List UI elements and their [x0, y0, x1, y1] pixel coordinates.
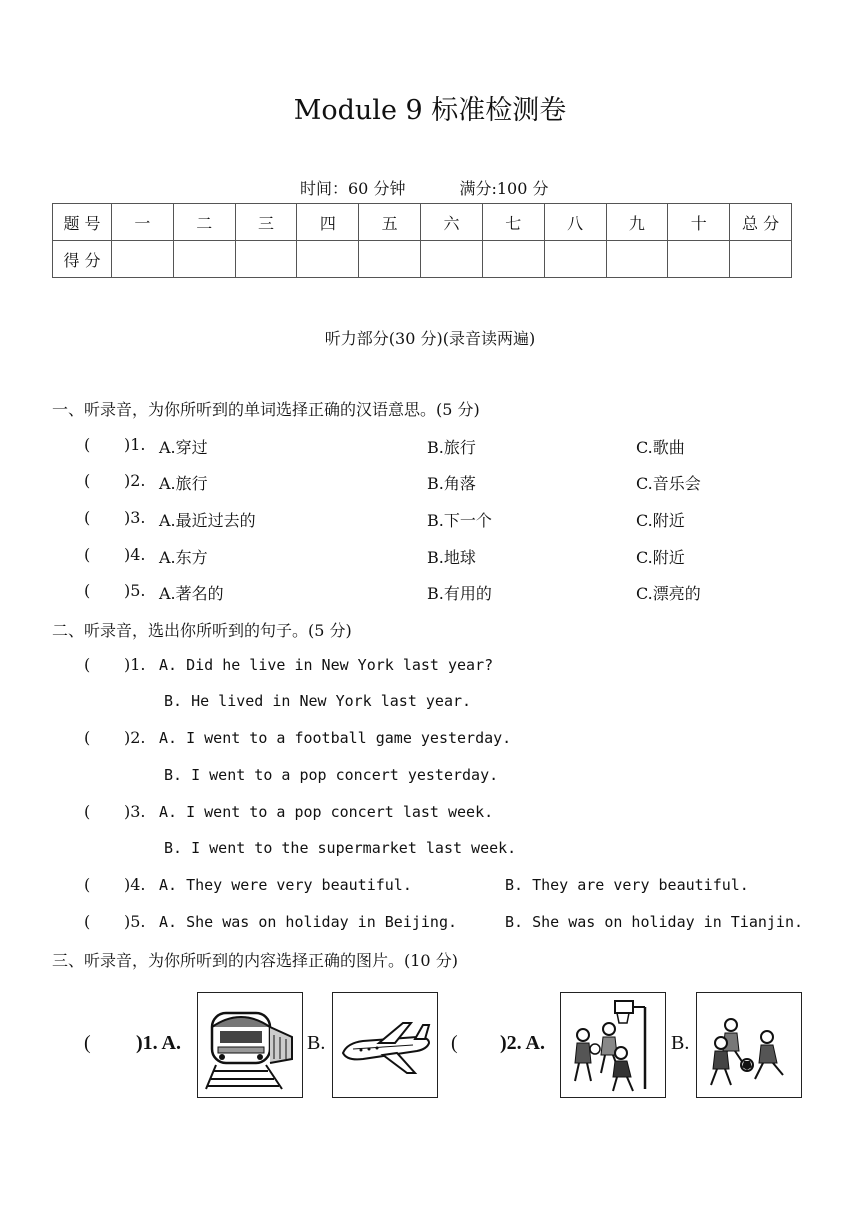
score-col: 一	[112, 204, 174, 241]
question-number: )5.	[124, 912, 146, 931]
option-a: A. She was on holiday in Beijing.	[159, 913, 458, 931]
score-cell[interactable]	[482, 241, 544, 278]
option-c: C.附近	[636, 511, 685, 530]
option-b: B.有用的	[427, 584, 492, 603]
option-b: B. They are very beautiful.	[505, 876, 749, 894]
option-c: C.音乐会	[636, 474, 701, 493]
score-cell[interactable]	[359, 241, 421, 278]
option-b: B. She was on holiday in Tianjin.	[505, 913, 804, 931]
answer-paren[interactable]: (	[84, 581, 91, 600]
exam-full-score: 满分:100 分	[459, 179, 549, 198]
score-table-header-row	[53, 204, 792, 241]
score-col: 二	[173, 204, 235, 241]
score-cell[interactable]	[112, 241, 174, 278]
option-c: C.歌曲	[636, 438, 685, 457]
answer-paren[interactable]: (	[84, 912, 91, 931]
question-number: )2.	[124, 471, 146, 490]
option-c: C.漂亮的	[636, 584, 701, 603]
listening-header: 听力部分(30 分)(录音读两遍)	[324, 329, 536, 348]
option-a: A.穿过	[159, 438, 208, 457]
option-a: A.著名的	[159, 584, 224, 603]
question-number: )1.	[124, 435, 146, 454]
score-col: 五	[359, 204, 421, 241]
option-a: A. They were very beautiful.	[159, 876, 412, 894]
option-b: B.下一个	[427, 511, 492, 530]
exam-time: 时间：60 分钟	[300, 179, 406, 198]
question-number: )2. A.	[500, 1032, 545, 1054]
score-col: 四	[297, 204, 359, 241]
score-col: 八	[544, 204, 606, 241]
option-c: C.附近	[636, 548, 685, 567]
score-col: 六	[421, 204, 483, 241]
option-a: A. I went to a football game yesterday.	[159, 729, 512, 747]
option-b: B.旅行	[427, 438, 476, 457]
question-number: )1. A.	[136, 1032, 181, 1054]
page-title: Module 9 标准检测卷	[293, 95, 567, 126]
score-cell[interactable]	[606, 241, 668, 278]
score-table-score-row	[53, 241, 792, 278]
score-col: 三	[235, 204, 297, 241]
question-number: )4.	[124, 875, 146, 894]
question-number: )2.	[124, 728, 146, 747]
option-a: A.最近过去的	[159, 511, 256, 530]
answer-paren[interactable]: (	[84, 655, 91, 674]
option-b: B. He lived in New York last year.	[164, 692, 472, 710]
train-icon[interactable]	[197, 992, 303, 1098]
answer-paren[interactable]: (	[84, 508, 91, 527]
score-cell[interactable]	[421, 241, 483, 278]
answer-paren[interactable]: (	[84, 1032, 91, 1054]
option-b: B.角落	[427, 474, 476, 493]
option-a: A.旅行	[159, 474, 208, 493]
option-b-label: B.	[307, 1032, 326, 1054]
score-col: 总 分	[730, 204, 792, 241]
score-row-label: 题 号	[53, 204, 112, 241]
score-col: 九	[606, 204, 668, 241]
option-b: B. I went to the supermarket last week.	[164, 839, 517, 857]
question-number: )4.	[124, 545, 146, 564]
question-number: )1.	[124, 655, 146, 674]
option-a: A.东方	[159, 548, 208, 567]
score-cell[interactable]	[668, 241, 730, 278]
option-a: A. Did he live in New York last year?	[159, 656, 494, 674]
answer-paren[interactable]: (	[451, 1032, 458, 1054]
question-number: )5.	[124, 581, 146, 600]
answer-paren[interactable]: (	[84, 471, 91, 490]
score-cell[interactable]	[544, 241, 606, 278]
airplane-icon[interactable]	[332, 992, 438, 1098]
section2-heading: 二、听录音，选出你所听到的句子。(5 分)	[52, 621, 352, 640]
exam-info	[300, 176, 548, 199]
score-cell[interactable]	[297, 241, 359, 278]
answer-paren[interactable]: (	[84, 802, 91, 821]
option-b: B. I went to a pop concert yesterday.	[164, 766, 499, 784]
answer-paren[interactable]: (	[84, 435, 91, 454]
score-cell[interactable]	[730, 241, 792, 278]
score-col: 十	[668, 204, 730, 241]
section3-heading: 三、听录音，为你所听到的内容选择正确的图片。(10 分)	[52, 951, 458, 970]
score-row-label: 得 分	[53, 241, 112, 278]
score-table	[52, 203, 792, 278]
option-a: A. I went to a pop concert last week.	[159, 803, 494, 821]
question-number: )3.	[124, 508, 146, 527]
answer-paren[interactable]: (	[84, 545, 91, 564]
section1-heading: 一、听录音，为你所听到的单词选择正确的汉语意思。(5 分)	[52, 400, 480, 419]
basketball-kids-icon[interactable]	[560, 992, 666, 1098]
football-kids-icon[interactable]	[696, 992, 802, 1098]
question-number: )3.	[124, 802, 146, 821]
answer-paren[interactable]: (	[84, 875, 91, 894]
answer-paren[interactable]: (	[84, 728, 91, 747]
option-b: B.地球	[427, 548, 476, 567]
score-cell[interactable]	[235, 241, 297, 278]
score-col: 七	[482, 204, 544, 241]
score-cell[interactable]	[173, 241, 235, 278]
option-b-label: B.	[671, 1032, 690, 1054]
